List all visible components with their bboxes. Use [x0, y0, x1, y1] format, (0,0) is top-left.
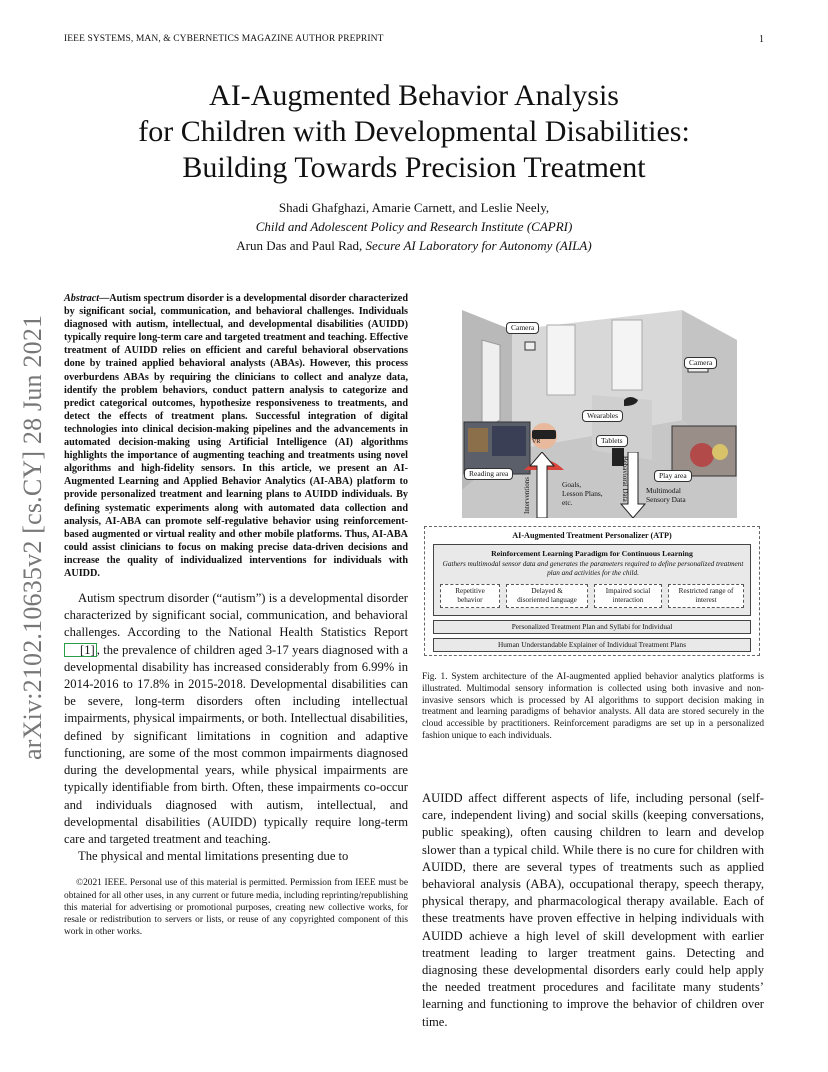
- copyright-footnote: ©2021 IEEE. Personal use of this material is permitted. Permission from IEEE must be obtained for all other uses, in any current or future media, including reprinting/republishing this material for advertising or promotional purposes, creating new collective works, for resale or redistribution to servers or lists, or reuse of any copyrighted component of this work in other works.: [64, 878, 408, 938]
- multimodal-line: Multimodal: [646, 486, 681, 495]
- author-line-3: [64, 236, 764, 255]
- treatment-plan-bar: Personalized Treatment Plan and Syllabi for Individual: [433, 620, 751, 634]
- running-header: IEEE SYSTEMS, MAN, & CYBERNETICS MAGAZINE AUTHOR PREPRINT: [64, 34, 384, 44]
- chip-impaired-social: Impaired social interaction: [594, 584, 662, 608]
- abstract: [64, 292, 408, 580]
- body-paragraph-1: [64, 590, 408, 848]
- chip-repetitive-behavior: Repetitive behavior: [440, 584, 500, 608]
- title-line-2: for Children with Developmental Disabilities:: [138, 115, 690, 148]
- page-number: 1: [759, 34, 764, 45]
- left-column: [64, 292, 408, 938]
- multimodal-text: [646, 486, 686, 504]
- rl-subtitle: Gathers multimodal sensor data and generates the parameters required to define personalized treatment plan and activities for the child.: [442, 560, 744, 577]
- tablets-label: Tablets: [596, 435, 628, 447]
- wearables-label: Wearables: [582, 410, 623, 422]
- abstract-lead: Abstract: [64, 293, 100, 304]
- title-line-1: AI-Augmented Behavior Analysis: [209, 79, 619, 112]
- rl-title: Reinforcement Learning Paradigm for Continuous Learning: [491, 549, 693, 558]
- abstract-text: —Autism spectrum disorder is a developmental disorder characterized by significant social, communication, and behavioral challenges. Individuals diagnosed with autism, intellectual, and developmental disabilities (AUIDD) typically require long-term care and targeted treatment and teaching. Effective treatment of AUIDD relies on efficient and careful behavioral observations done by trained applied behavioral analysts (ABAs). However, this process overburdens ABAs by requiring the clinicians to collect and analyze data, identify the problem behaviors, conduct pattern analysis to categorize and predict categorical outcomes, hypothesize responsiveness to treatments, and detect the effects of treatment plans. Successful integration of digital technologies into clinical decision-making pipelines and the advancements in automated decision-making using Artificial Intelligence (AI) algorithms highlights the importance of augmenting teaching and treatments using novel algorithms and high-fidelity sensors. In this article, we present an AI-Augmented Learning and Applied Behavior Analytics (AI-ABA) platform to provide personalized treatment and learning plans to AUIDD individuals. By defining systematic experiments along with automated data collection and analysis, AI-ABA can promote self-regulative behavior using reinforcement-based augmented or virtual reality and other mobile platforms. Thus, AI-ABA could assist clinicians to focus on making precise data-driven decisions and increase the quality of individualized interventions for individuals with AUIDD.: [64, 293, 408, 579]
- paper-title: [64, 78, 764, 186]
- title-line-3: Building Towards Precision Treatment: [182, 151, 646, 184]
- author-affiliation-1: Child and Adolescent Policy and Research Institute (CAPRI): [255, 219, 573, 234]
- etc-line: etc.: [562, 498, 573, 507]
- chip-restricted-interest: Restricted range of interest: [668, 584, 744, 608]
- author-block: [64, 198, 764, 255]
- body-paragraph-right: AUIDD affect different aspects of life, including personal (self-care, independent living) and social skills (keeping conversations, public speaking), often causing children to learn and develop slower than a typical child. While there is no cure for children with AUIDD, there are several types of treatments such as applied behavioral analysis (ABA), occupational therapy, speech therapy, physical therapy, and pharmacological therapy available. Each of these treatments have proven effective in helping individuals with AUIDD achieve a high level of skill development with earlier treatment leading to larger treatment gains. Detecting and diagnosing these developmental disorders early could help apply the needed treatment procedures and facilitate many students’ learning and functioning to improve the behavior of children over time.: [422, 791, 764, 1029]
- body-text: , the prevalence of children aged 3-17 years diagnosed with a developmental disability has increased considerably from 6.99% in 2014-2016 to 17.8% in 2015-2018. Developmental disabilities can be severe, long-term disorders often including intellectual impairments, physical impairments, or both. Intellectual disabilities, defined by significant limitations in cognition and adaptive functioning, are some of the most common impairments diagnosed during the developmental years, while physical impairments are typically identifiable from birth. Often, these impairments co-occur and individuals diagnosed with autism, intellectual, and developmental disabilities (AUIDD) typically require long-term care and targeted treatment and teaching.: [64, 642, 408, 846]
- rl-paradigm-box: [433, 544, 751, 616]
- camera-label-left: Camera: [506, 322, 539, 334]
- vr-label: VR: [532, 439, 541, 445]
- reading-area-label: Reading area: [464, 468, 513, 480]
- chip-delayed-language: Delayed & disoriented language: [506, 584, 588, 608]
- arxiv-stamp: arXiv:2102.10635v2 [cs.CY] 28 Jun 2021: [18, 314, 47, 760]
- goals-text: [562, 480, 603, 507]
- camera-label-right: Camera: [684, 357, 717, 369]
- play-area-label: Play area: [654, 470, 692, 482]
- interventions-label: Interventions: [523, 477, 531, 514]
- author-names-2: Arun Das and Paul Rad,: [236, 238, 366, 253]
- atp-diagram: [424, 526, 760, 656]
- author-affiliation-2: Secure AI Laboratory for Autonomy (AILA): [365, 238, 592, 253]
- explainer-bar: Human Understandable Explainer of Individual Treatment Plans: [433, 638, 751, 652]
- behavioral-data-label: Behavioral Data: [621, 456, 629, 502]
- figure-1: [422, 300, 764, 660]
- citation-link[interactable]: [1]: [64, 643, 97, 657]
- lesson-plans-line: Lesson Plans,: [562, 489, 603, 498]
- body-text: Autism spectrum disorder (“autism”) is a developmental disorder characterized by significant social, communication, and behavioral challenges. According to the National Health Statistics Report: [64, 591, 408, 640]
- sensory-data-line: Sensory Data: [646, 495, 686, 504]
- atp-title: AI-Augmented Treatment Personalizer (ATP): [512, 531, 672, 540]
- figure-caption: Fig. 1. System architecture of the AI-augmented applied behavior analytics platforms is illustrated. Multimodal sensory information is collected using both invasive and non-invasive sensors which is processed by AI algorithms to support decision making in treatment and learning paradigms of behavior analysts. All data are stored securely in the cloud accessible by practitioners. Reinforcement paradigms are set up in a personalized fashion unique to each individuals.: [422, 672, 764, 741]
- figure-caption-block: [422, 672, 764, 743]
- interventions-arrow: [528, 452, 556, 518]
- body-paragraph-2: The physical and mental limitations presenting due to: [78, 849, 349, 864]
- goals-line: Goals,: [562, 480, 582, 489]
- author-line-1: Shadi Ghafghazi, Amarie Carnett, and Leslie Neely,: [278, 200, 550, 215]
- right-column: [422, 790, 764, 1031]
